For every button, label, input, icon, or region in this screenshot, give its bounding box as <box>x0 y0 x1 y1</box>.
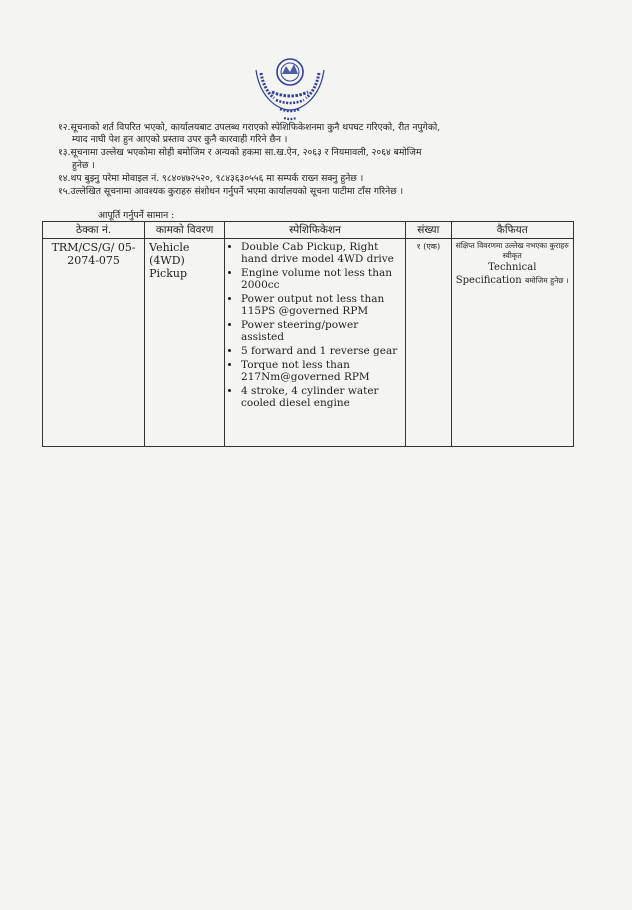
note-line: १४.थप बुझ्नु परेमा मोवाइल नं. ९८४०४७२५२०, ९८४३६३०५५६ मा सम्पर्क राख्न सक्नु हुनेछ । <box>58 172 364 184</box>
header-specification: स्पेशिफिकेशन <box>225 222 406 239</box>
spec-item: • Engine volume not less than 2000cc <box>241 267 401 291</box>
table-row <box>43 239 574 447</box>
seal-stamp-graphic <box>244 40 336 132</box>
table-header-row <box>43 222 574 239</box>
cell-remarks <box>451 239 573 447</box>
remarks-main: Technical Specification <box>455 262 537 286</box>
spec-list <box>229 241 401 409</box>
note-item-13 <box>58 147 578 171</box>
spec-item: • Torque not less than 217Nm@governed RPM <box>241 359 401 383</box>
cell-quantity: १ (एक) <box>406 239 452 447</box>
office-seal <box>244 40 336 132</box>
items-caption: आपूर्ति गर्नुपर्ने सामान : <box>98 210 175 221</box>
specification-table <box>42 221 574 447</box>
header-quantity: संख्या <box>406 222 452 239</box>
note-line: १२.सूचनाको शर्त विपरित भएको, कार्यालयबाट उपलब्ध गराएको स्पेशिफिकेशनमा कुनै थपघट गरिएको, रीत नपुगेको, <box>58 122 441 133</box>
cell-work: Vehicle (4WD) Pickup <box>145 239 225 447</box>
note-line: १५.उल्लेखित सूचनामा आवश्यक कुराहरु संशोधन गर्नुपर्ने भएमा कार्यालयको सूचना पाटीमा टाँस गरिनेछ । <box>58 186 404 198</box>
note-line: म्याद नाघी पेश हुन आएको प्रस्ताव उपर कुनै कारवाही गरिने छैन । <box>72 134 288 146</box>
note-line: हुनेछ । <box>72 159 95 171</box>
note-item-15 <box>58 186 578 198</box>
spec-item: • Power steering/power assisted <box>241 319 401 343</box>
header-remarks: कैफियत <box>451 222 573 239</box>
remarks-note: संक्षिप्त विवरणमा उल्लेख नभएका कुराहरु स्वीकृत <box>455 241 569 260</box>
header-tender-no: ठेक्का नं. <box>43 222 145 239</box>
spec-item: • Double Cab Pickup, Right hand drive model 4WD drive <box>241 241 401 265</box>
cell-tender-no: TRM/CS/G/ 05-2074-075 <box>43 239 145 447</box>
cell-specification <box>225 239 406 447</box>
header-work: कामको विवरण <box>145 222 225 239</box>
spec-item: • Power output not less than 115PS @governed RPM <box>241 293 401 317</box>
note-item-14 <box>58 173 578 185</box>
spec-item: • 4 stroke, 4 cylinder water cooled diesel engine <box>241 385 401 409</box>
spec-item: • 5 forward and 1 reverse gear <box>241 345 401 357</box>
note-line: १३.सूचनामा उल्लेख भएकोमा सोही बमोजिम र अन्यको हकमा सा.ख.ऐन, २०६३ र नियमावली, २०६४ बमोजिम <box>58 147 422 159</box>
remarks-tail: बमोजिम हुनेछ । <box>525 276 569 285</box>
notes-list <box>58 122 578 199</box>
note-item-12 <box>58 122 578 146</box>
